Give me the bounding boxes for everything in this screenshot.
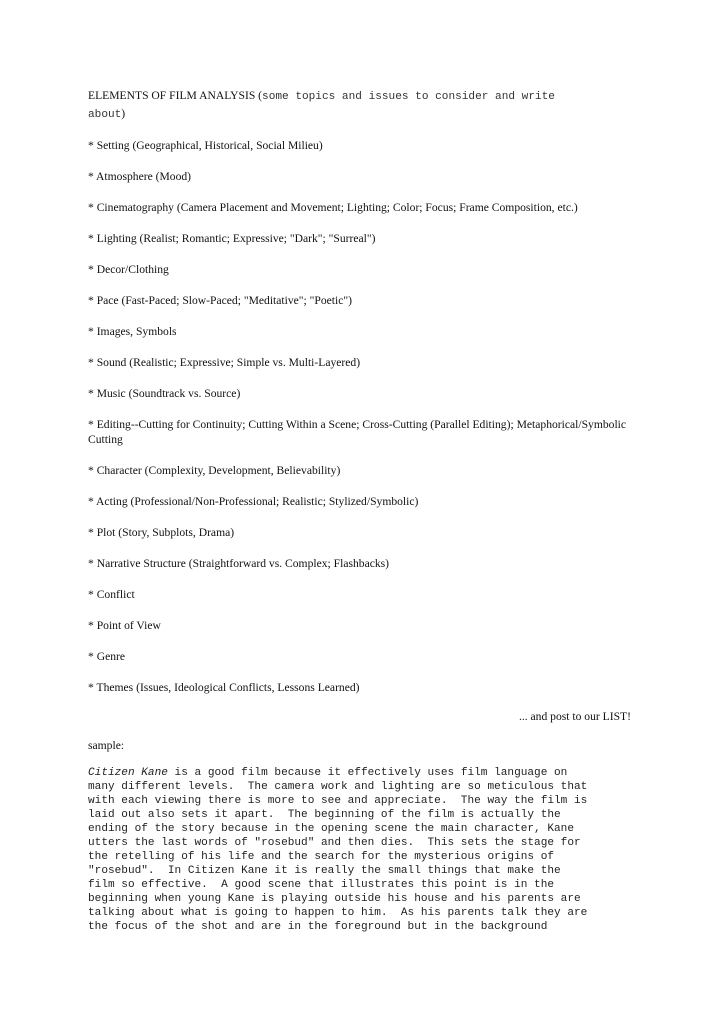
list-item: * Genre	[88, 650, 126, 663]
list-item: * Editing--Cutting for Continuity; Cutting Within a Scene; Cross-Cutting (Parallel Editing); Metaphorical/Symbolic Cutting	[88, 418, 627, 446]
title-close-paren: )	[121, 107, 126, 120]
document-heading	[88, 86, 633, 122]
list-item: * Music (Soundtrack vs. Source)	[88, 387, 241, 400]
list-item: * Decor/Clothing	[88, 263, 169, 276]
sample-label: sample:	[88, 739, 125, 752]
document-page	[88, 86, 633, 934]
list-item: * Images, Symbols	[88, 325, 177, 338]
list-item: * Conflict	[88, 588, 135, 601]
document-title: ELEMENTS OF FILM ANALYSIS (	[88, 89, 263, 102]
list-item: * Character (Complexity, Development, Believability)	[88, 464, 341, 477]
list-item: * Setting (Geographical, Historical, Social Milieu)	[88, 139, 323, 152]
list-item: * Plot (Story, Subplots, Drama)	[88, 526, 235, 539]
closing-line: ... and post to our LIST!	[518, 710, 631, 723]
sample-text: is a good film because it effectively uses film language on many different levels. The camera work and lighting are so meticulous that with each viewing there is more to see and appreciate. The way the film is laid out also sets it apart. The beginning of the film is actually the ending of the story because in the opening scene the main character, Kane utters the last words of "rosebud" and then dies. This sets the stage for the retelling of his life and the search for the mysterious origins of "rosebud". In Citizen Kane it is really the small things that make the film so effective. A good scene that illustrates this point is in the beginning when young Kane is playing outside his house and his parents are talking about what is going to happen to him. As his parents talk they are the focus of the shot and are in the foreground but in the background	[88, 767, 588, 933]
analysis-topic-list	[88, 138, 633, 695]
list-item: * Point of View	[88, 619, 161, 632]
list-item: * Atmosphere (Mood)	[88, 170, 192, 183]
list-item: * Sound (Realistic; Expressive; Simple vs. Multi-Layered)	[88, 356, 361, 369]
list-item: * Acting (Professional/Non-Professional; Realistic; Stylized/Symbolic)	[88, 495, 419, 508]
sample-paragraph	[88, 766, 633, 934]
title-note: some topics and issues to consider and write about	[88, 91, 555, 121]
list-item: * Themes (Issues, Ideological Conflicts, Lessons Learned)	[88, 681, 360, 694]
list-item: * Narrative Structure (Straightforward vs. Complex; Flashbacks)	[88, 557, 390, 570]
list-item: * Cinematography (Camera Placement and Movement; Lighting; Color; Focus; Frame Composition, etc.)	[88, 201, 578, 214]
list-item: * Pace (Fast-Paced; Slow-Paced; "Meditative"; "Poetic")	[88, 294, 352, 307]
list-item: * Lighting (Realist; Romantic; Expressive; "Dark"; "Surreal")	[88, 232, 376, 245]
film-title: Citizen Kane	[88, 767, 168, 779]
